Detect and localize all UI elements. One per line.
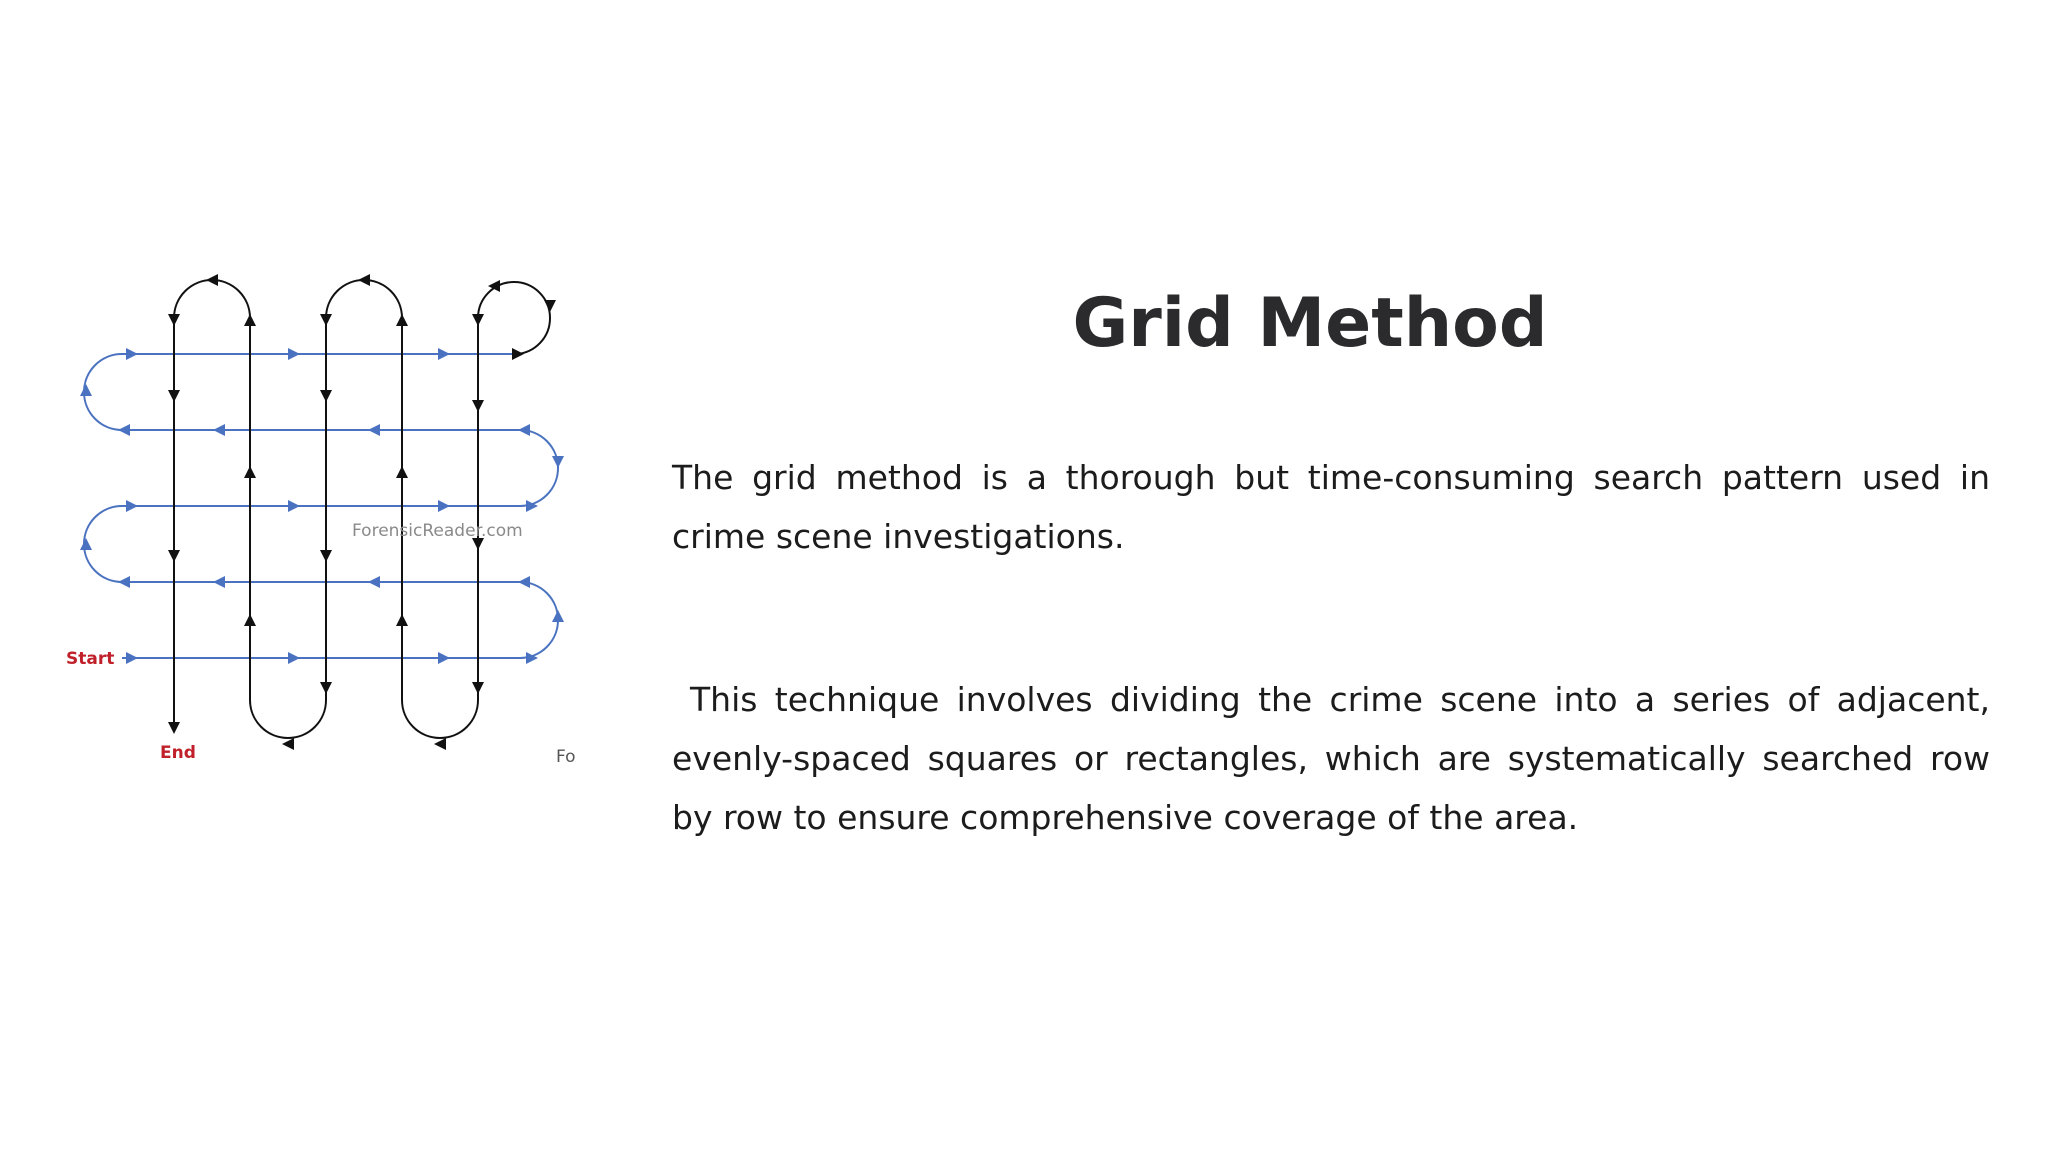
vertical-search-path <box>174 280 550 738</box>
vertical-path-arrows <box>168 274 556 750</box>
technique-paragraph: This technique involves dividing the crime scene into a series of adjacent, evenly-spaced squares or rectangles, which are systematically searched row by row to ensure comprehensive coverage of the area. <box>672 680 1990 837</box>
grid-search-diagram <box>60 270 580 770</box>
start-label: Start <box>66 649 115 669</box>
intro-paragraph: The grid method is a thorough but time-consuming search pattern used in crime scene investigations. <box>672 458 1990 556</box>
diagram-watermark: ForensicReader.com <box>352 521 523 541</box>
horizontal-search-path <box>84 354 558 658</box>
slide-title: Grid Method <box>1072 284 1548 363</box>
cropped-watermark-text: Fo <box>556 747 576 767</box>
end-label: End <box>160 743 196 763</box>
grid-search-diagram-svg <box>60 270 580 770</box>
